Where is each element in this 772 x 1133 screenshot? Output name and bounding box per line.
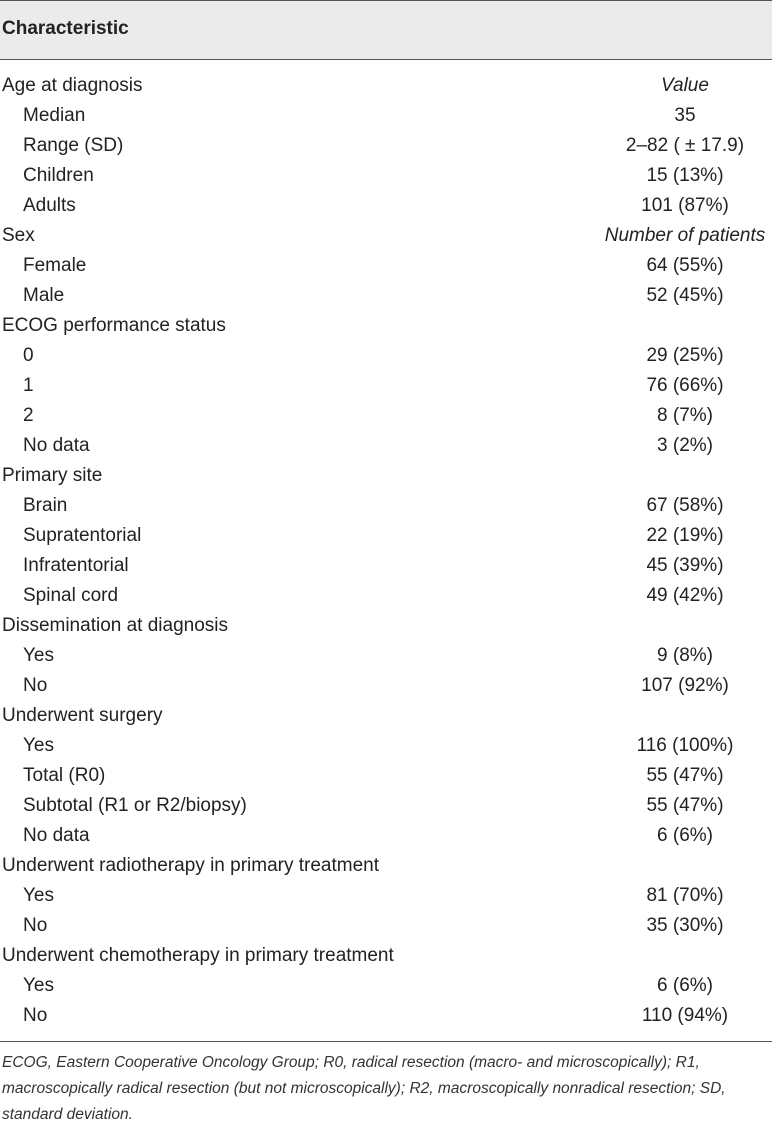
row-value: 52 (45%)	[646, 285, 724, 306]
row-label: Yes	[23, 645, 54, 666]
row-label: Underwent surgery	[2, 705, 163, 726]
row-label: Primary site	[2, 465, 103, 486]
table-row	[0, 761, 772, 791]
table-section-row	[0, 611, 772, 641]
table-row	[0, 341, 772, 371]
table-row	[0, 581, 772, 611]
bottom-rule	[0, 1041, 772, 1042]
header-characteristic: Characteristic	[2, 18, 129, 39]
table-row	[0, 371, 772, 401]
table-section-row	[0, 461, 772, 491]
row-label: Underwent radiotherapy in primary treatment	[2, 855, 380, 876]
row-label: No	[23, 915, 48, 936]
row-value: Value	[661, 75, 709, 96]
row-value: 8 (7%)	[657, 405, 713, 426]
row-value: 107 (92%)	[641, 675, 729, 696]
row-value: 35	[674, 105, 696, 126]
row-value: 116 (100%)	[636, 735, 734, 756]
table-section-row	[0, 221, 772, 251]
row-value: 35 (30%)	[646, 915, 724, 936]
row-value: 55 (47%)	[646, 795, 724, 816]
row-value: 6 (6%)	[657, 975, 713, 996]
row-label: Adults	[23, 195, 76, 216]
row-label: Total (R0)	[23, 765, 106, 786]
table-row	[0, 731, 772, 761]
table-row	[0, 1001, 772, 1031]
row-label: Underwent chemotherapy in primary treatment	[2, 945, 394, 966]
row-value: 110 (94%)	[641, 1005, 729, 1026]
row-value: 67 (58%)	[646, 495, 724, 516]
row-label: Sex	[2, 225, 35, 246]
row-label: Range (SD)	[23, 135, 124, 156]
row-label: Median	[23, 105, 86, 126]
row-label: 1	[23, 375, 34, 396]
row-value: 55 (47%)	[646, 765, 724, 786]
row-label: Brain	[23, 495, 68, 516]
table-row	[0, 251, 772, 281]
row-value: 3 (2%)	[657, 435, 713, 456]
row-label: Dissemination at diagnosis	[2, 615, 229, 636]
row-value: 49 (42%)	[646, 585, 724, 606]
table-row	[0, 191, 772, 221]
table-row	[0, 971, 772, 1001]
row-label: Yes	[23, 975, 54, 996]
table-header	[0, 1, 772, 59]
table-row	[0, 101, 772, 131]
row-value: Number of patients	[604, 225, 766, 246]
row-value: 101 (87%)	[641, 195, 729, 216]
row-label: Female	[23, 255, 87, 276]
table-row	[0, 821, 772, 851]
table-section-row	[0, 701, 772, 731]
header-rule	[0, 59, 772, 60]
row-label: Infratentorial	[23, 555, 129, 576]
row-label: Children	[23, 165, 94, 186]
row-value: 9 (8%)	[657, 645, 713, 666]
table-row	[0, 161, 772, 191]
table-row	[0, 131, 772, 161]
row-label: Yes	[23, 735, 54, 756]
table-row	[0, 791, 772, 821]
row-label: Supratentorial	[23, 525, 142, 546]
row-label: ECOG performance status	[2, 315, 226, 336]
table-row	[0, 281, 772, 311]
row-label: No	[23, 675, 48, 696]
row-value: 22 (19%)	[646, 525, 724, 546]
table-footnote: ECOG, Eastern Cooperative Oncology Group; R0, radical resection (macro- and microscopically); R1, macroscopically radical resection (but not microscopically); R2, macroscopically nonradical resection; SD, standard deviation.	[2, 1054, 726, 1123]
table-row	[0, 551, 772, 581]
row-value: 15 (13%)	[646, 165, 724, 186]
table-row	[0, 641, 772, 671]
row-value: 45 (39%)	[646, 555, 724, 576]
row-label: 0	[23, 345, 34, 366]
row-label: Spinal cord	[23, 585, 119, 606]
row-label: Subtotal (R1 or R2/biopsy)	[23, 795, 247, 816]
table-section-row	[0, 71, 772, 101]
row-value: 64 (55%)	[646, 255, 724, 276]
row-value: 6 (6%)	[657, 825, 713, 846]
table-row	[0, 671, 772, 701]
table-row	[0, 491, 772, 521]
table-body	[0, 71, 772, 1031]
row-label: Age at diagnosis	[2, 75, 143, 96]
table-section-row	[0, 941, 772, 971]
row-label: Yes	[23, 885, 54, 906]
table-row	[0, 911, 772, 941]
row-value: 2–82 ( ± 17.9)	[625, 135, 745, 156]
row-value: 76 (66%)	[646, 375, 724, 396]
table-row	[0, 881, 772, 911]
row-label: No	[23, 1005, 48, 1026]
table-row	[0, 401, 772, 431]
row-label: No data	[23, 435, 90, 456]
row-label: Male	[23, 285, 65, 306]
table-section-row	[0, 311, 772, 341]
row-label: No data	[23, 825, 90, 846]
table-row	[0, 431, 772, 461]
row-label: 2	[23, 405, 34, 426]
row-value: 29 (25%)	[646, 345, 724, 366]
table-row	[0, 521, 772, 551]
table-section-row	[0, 851, 772, 881]
row-value: 81 (70%)	[646, 885, 724, 906]
